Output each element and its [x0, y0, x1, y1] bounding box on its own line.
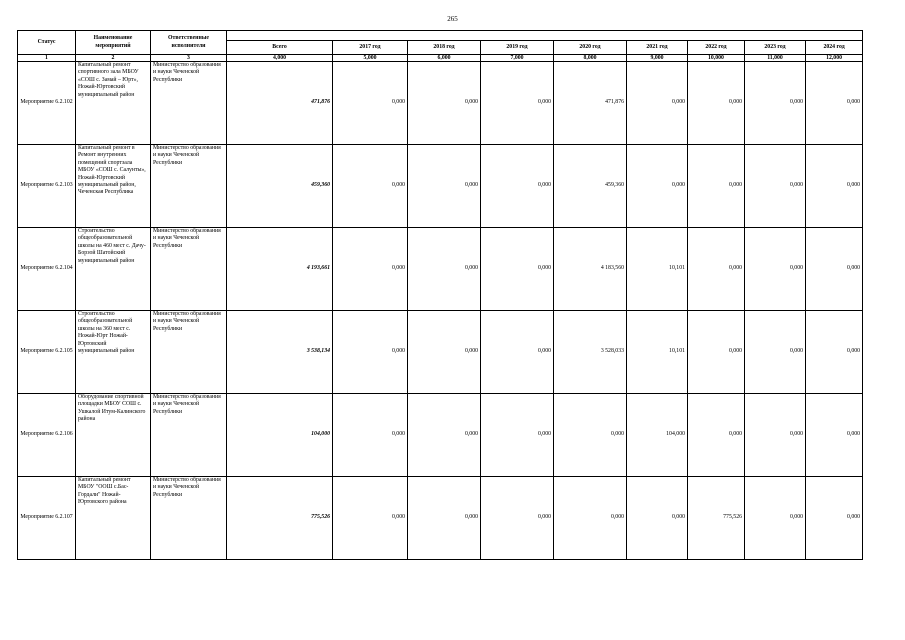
- row-year-value: 0,000: [745, 62, 806, 145]
- table-row: [18, 394, 863, 477]
- row-year-value: 0,000: [408, 62, 481, 145]
- row-year-value: 0,000: [745, 145, 806, 228]
- row-total: 3 538,134: [227, 311, 333, 394]
- row-year-value: 0,000: [806, 145, 863, 228]
- column-number: 5,000: [333, 55, 408, 62]
- row-year-value: 0,000: [688, 228, 745, 311]
- row-year-value: 0,000: [408, 477, 481, 560]
- row-year-value: 471,876: [554, 62, 627, 145]
- row-year-value: 0,000: [333, 62, 408, 145]
- row-year-value: 459,360: [554, 145, 627, 228]
- row-total: 459,360: [227, 145, 333, 228]
- column-number: 9,000: [627, 55, 688, 62]
- table-row: [18, 311, 863, 394]
- table-row: [18, 145, 863, 228]
- row-year-value: 0,000: [627, 477, 688, 560]
- row-status: Мероприятие 6.2.107: [18, 477, 76, 560]
- row-year-value: 0,000: [333, 228, 408, 311]
- row-total: 471,876: [227, 62, 333, 145]
- row-year-value: 0,000: [481, 145, 554, 228]
- header-year: 2022 год: [688, 41, 745, 55]
- table-row: [18, 228, 863, 311]
- page-number: 265: [447, 15, 458, 23]
- row-name: Капитальный ремонт в Ремонт внутренних помещений спортзала МБОУ «СОШ с. Салунты», Ножай-Юртовский муниципальный район, Чеченская Республика: [76, 145, 151, 228]
- row-year-value: 0,000: [481, 394, 554, 477]
- row-year-value: 104,000: [627, 394, 688, 477]
- column-number: 2: [76, 55, 151, 62]
- row-year-value: 0,000: [745, 477, 806, 560]
- row-executor: Министерство образования и науки Чеченской Республики: [151, 145, 227, 228]
- row-executor: Министерство образования и науки Чеченской Республики: [151, 228, 227, 311]
- header-year: 2020 год: [554, 41, 627, 55]
- row-year-value: 0,000: [333, 477, 408, 560]
- column-number: 3: [151, 55, 227, 62]
- header-total: Всего: [227, 41, 333, 55]
- row-executor: Министерство образования и науки Чеченской Республики: [151, 394, 227, 477]
- row-year-value: 0,000: [806, 394, 863, 477]
- header-year: 2024 год: [806, 41, 863, 55]
- header-name: Наименование мероприятий: [76, 31, 151, 55]
- row-year-value: 0,000: [481, 228, 554, 311]
- column-number: 11,000: [745, 55, 806, 62]
- row-executor: Министерство образования и науки Чеченской Республики: [151, 477, 227, 560]
- row-year-value: 0,000: [688, 145, 745, 228]
- row-total: 104,000: [227, 394, 333, 477]
- column-number: 12,000: [806, 55, 863, 62]
- row-name: Строительство общеобразовательной школы на 460 мест с. Дачу-Борзой Шатойский муниципальный район: [76, 228, 151, 311]
- row-status: Мероприятие 6.2.106: [18, 394, 76, 477]
- header-year: 2023 год: [745, 41, 806, 55]
- column-number: 10,000: [688, 55, 745, 62]
- row-year-value: 0,000: [745, 311, 806, 394]
- row-total: 4 193,661: [227, 228, 333, 311]
- row-year-value: 10,101: [627, 311, 688, 394]
- header-executor: Ответственные исполнители: [151, 31, 227, 55]
- row-total: 775,526: [227, 477, 333, 560]
- row-year-value: 4 183,560: [554, 228, 627, 311]
- column-number: 8,000: [554, 55, 627, 62]
- header-row-top: [18, 31, 863, 41]
- column-number-row: [18, 55, 863, 62]
- row-year-value: 0,000: [481, 62, 554, 145]
- header-year: 2019 год: [481, 41, 554, 55]
- column-number: 6,000: [408, 55, 481, 62]
- row-executor: Министерство образования и науки Чеченской Республики: [151, 62, 227, 145]
- row-year-value: 0,000: [554, 477, 627, 560]
- row-year-value: 0,000: [745, 228, 806, 311]
- column-number: 4,000: [227, 55, 333, 62]
- row-year-value: 0,000: [408, 228, 481, 311]
- header-year: 2017 год: [333, 41, 408, 55]
- header-blank-span: [227, 31, 863, 41]
- row-status: Мероприятие 6.2.105: [18, 311, 76, 394]
- column-number: 7,000: [481, 55, 554, 62]
- row-name: Строительство общеобразовательной школы на 360 мест с. Ножай-Юрт Ножай-Юртовский муниципальный район: [76, 311, 151, 394]
- row-year-value: 0,000: [806, 228, 863, 311]
- row-year-value: 10,101: [627, 228, 688, 311]
- row-year-value: 0,000: [806, 477, 863, 560]
- row-year-value: 0,000: [408, 145, 481, 228]
- row-year-value: 0,000: [627, 145, 688, 228]
- row-year-value: 0,000: [408, 394, 481, 477]
- row-year-value: 0,000: [745, 394, 806, 477]
- row-year-value: 0,000: [481, 311, 554, 394]
- column-number: 1: [18, 55, 76, 62]
- header-status: Статус: [18, 31, 76, 55]
- row-year-value: 0,000: [627, 62, 688, 145]
- row-name: Капитальный ремонт спортивного зала МБОУ «СОШ с. Замай – Юрт», Ножай-Юртовский муниципальный район: [76, 62, 151, 145]
- row-year-value: 775,526: [688, 477, 745, 560]
- row-year-value: 0,000: [688, 62, 745, 145]
- table-row: [18, 62, 863, 145]
- row-status: Мероприятие 6.2.103: [18, 145, 76, 228]
- row-year-value: 0,000: [806, 62, 863, 145]
- row-year-value: 0,000: [333, 394, 408, 477]
- row-year-value: 3 528,033: [554, 311, 627, 394]
- row-year-value: 0,000: [333, 311, 408, 394]
- row-year-value: 0,000: [806, 311, 863, 394]
- row-status: Мероприятие 6.2.102: [18, 62, 76, 145]
- budget-table: [17, 30, 863, 560]
- row-year-value: 0,000: [554, 394, 627, 477]
- row-year-value: 0,000: [333, 145, 408, 228]
- header-year: 2018 год: [408, 41, 481, 55]
- row-year-value: 0,000: [408, 311, 481, 394]
- header-year: 2021 год: [627, 41, 688, 55]
- row-status: Мероприятие 6.2.104: [18, 228, 76, 311]
- row-name: Капитальный ремонт МБОУ "ООШ с.Бас-Гордали" Ножай-Юртовского района: [76, 477, 151, 560]
- row-year-value: 0,000: [688, 394, 745, 477]
- row-executor: Министерство образования и науки Чеченской Республики: [151, 311, 227, 394]
- row-year-value: 0,000: [688, 311, 745, 394]
- row-name: Оборудование спортивной площадки МБОУ СОШ с. Ушкалой Итум-Калинского района: [76, 394, 151, 477]
- table-row: [18, 477, 863, 560]
- row-year-value: 0,000: [481, 477, 554, 560]
